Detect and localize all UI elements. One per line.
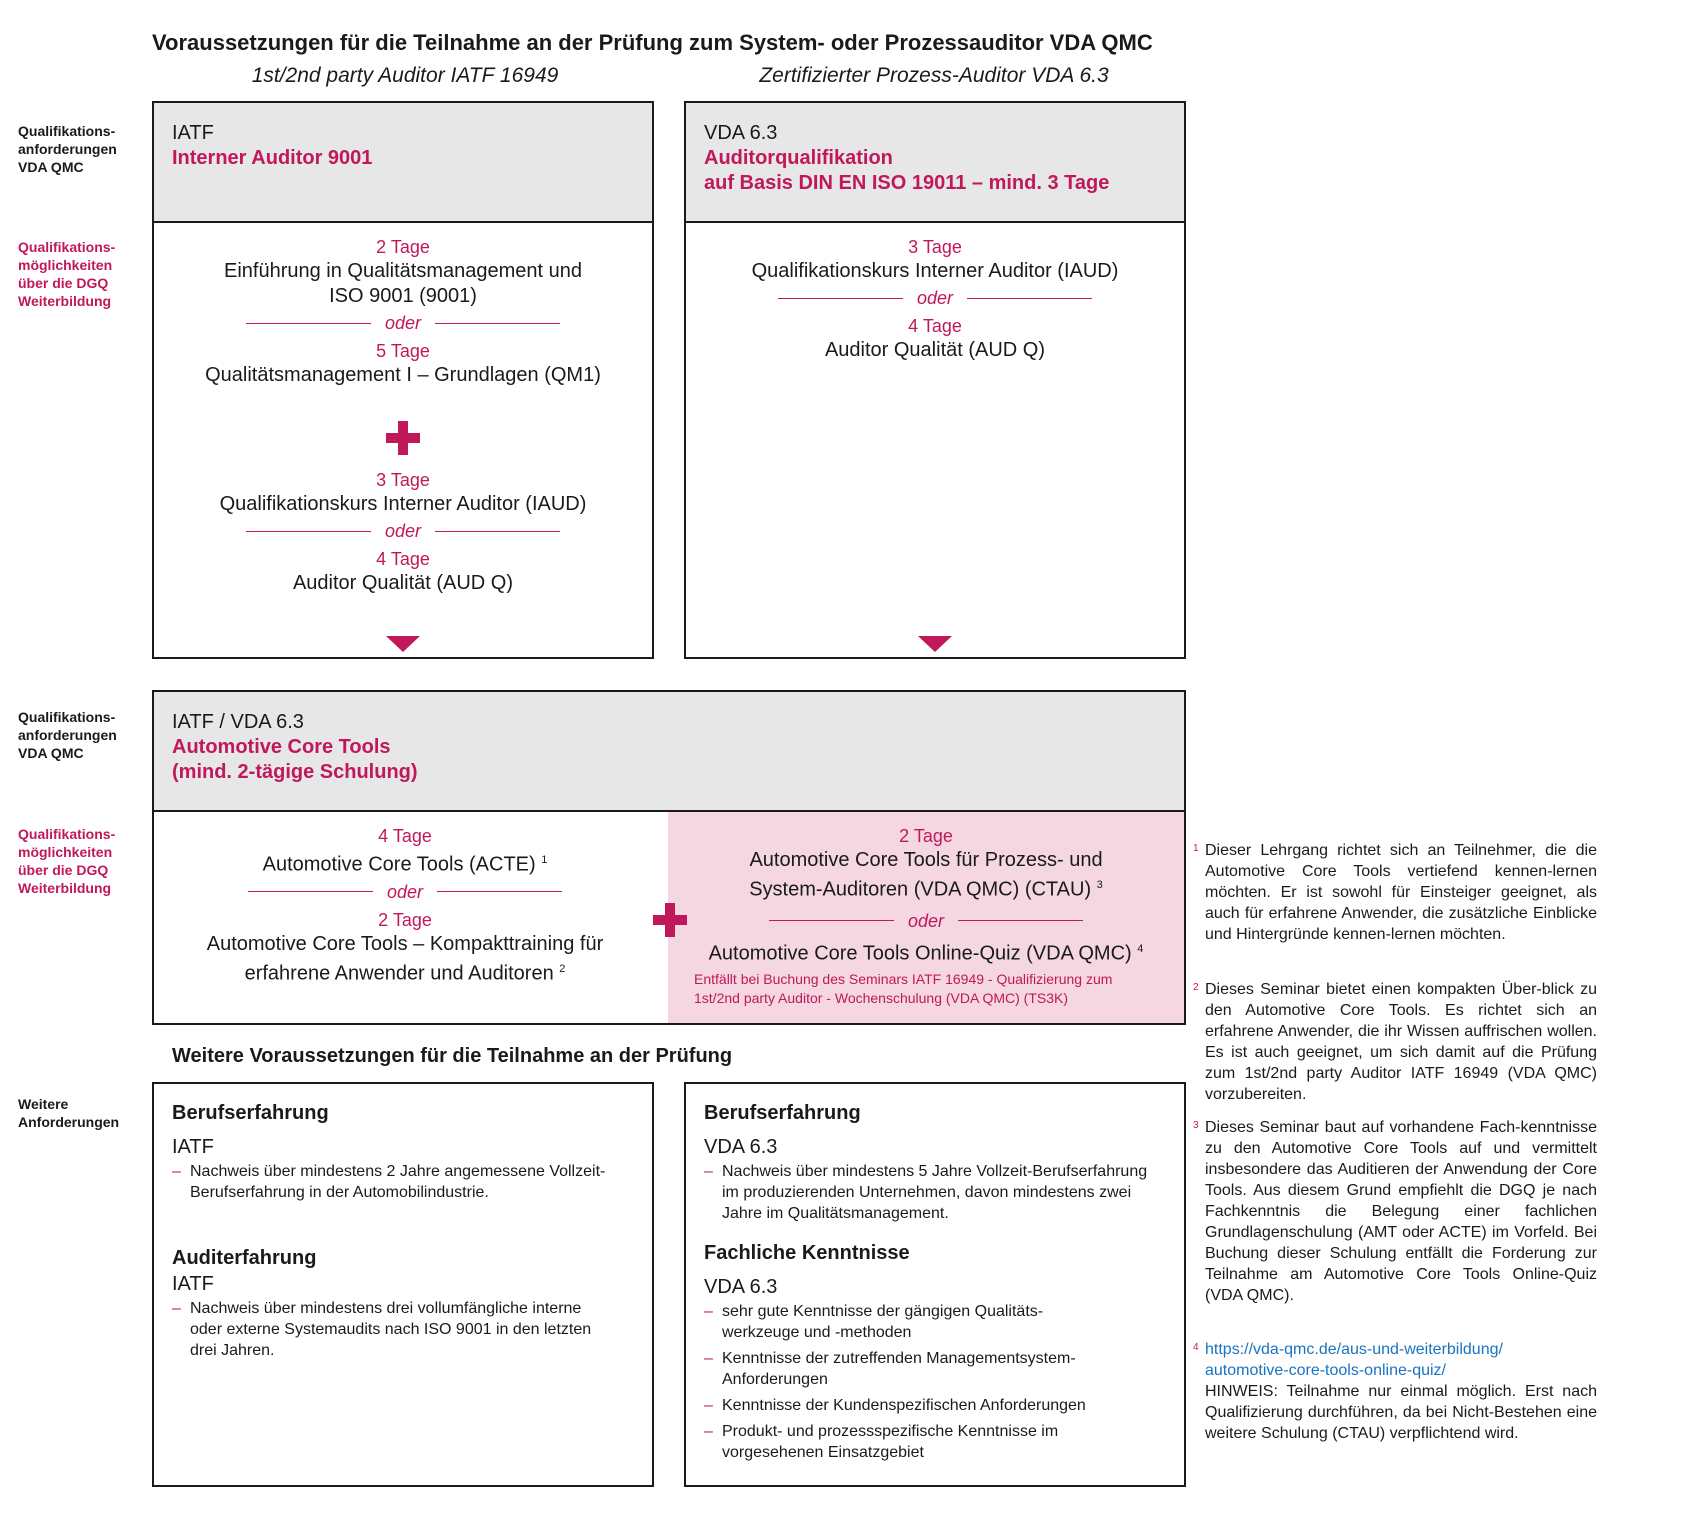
quiz-link[interactable]: https://vda-qmc.de/aus-und-weiterbildung/ automotive-core-tools-online-quiz/ bbox=[1205, 1341, 1503, 1379]
core-left-1-days: 4 Tage bbox=[378, 826, 432, 846]
list-item: – Produkt- und prozessspezifische Kenntnisse im vorgesehenen Einsatzgebiet bbox=[704, 1423, 1059, 1461]
iatf-course-3-days: 3 Tage bbox=[376, 470, 430, 490]
further-right-heading-1: Berufserfahrung bbox=[704, 1102, 861, 1124]
list-item: – sehr gute Kenntnisse der gängigen Qualitäts- werkzeuge und -methoden bbox=[704, 1303, 1044, 1341]
plus-icon bbox=[386, 421, 420, 455]
list-item: – Kenntnisse der Kundenspezifischen Anforderungen bbox=[704, 1397, 1086, 1414]
iatf-box-options bbox=[154, 235, 652, 596]
vda-box-requirement: Auditorqualifikation auf Basis DIN EN ISO 19011 – mind. 3 Tage bbox=[704, 147, 1110, 194]
core-tools-left-options bbox=[154, 824, 656, 986]
further-left-box bbox=[152, 1082, 654, 1487]
footnote-3: 3 Dieses Seminar baut auf vorhandene Fach-kenntnisse zu den Automotive Core Tools auf und vermittelt insbesondere das Auditieren der Anwendung der Core Tools. Aus diesem Grund empfiehlt die DGQ je nach Fachkenntnis die Belegung einer fachlichen Grundlagenschulung (AMT oder ACTE) im Vorfeld. Bei Buchung dieser Schulung entfällt die Forderung zur Teilnahme am Automotive Core Tools Online-Quiz (VDA QMC). bbox=[1193, 1119, 1597, 1304]
oder-label: oder bbox=[384, 521, 422, 541]
iatf-box-pre: IATF bbox=[172, 122, 214, 144]
arrow-down-icon bbox=[386, 636, 420, 652]
further-left-sub-2: IATF bbox=[172, 1273, 214, 1295]
oder-divider bbox=[668, 911, 1184, 931]
oder-label: oder bbox=[907, 910, 945, 931]
iatf-box-header bbox=[154, 103, 652, 223]
side-label-requirements-2: Qualifikations- anforderungen VDA QMC bbox=[18, 709, 117, 761]
oder-label: oder bbox=[386, 881, 424, 902]
iatf-course-1-title: Einführung in Qualitätsmanagement und ISO 9001 (9001) bbox=[223, 260, 582, 307]
list-item: – Kenntnisse der zutreffenden Managementsystem- Anforderungen bbox=[704, 1350, 1076, 1388]
arrow-down-icon bbox=[918, 636, 952, 652]
core-right-1-course-line-1: Automotive Core Tools für Prozess- und bbox=[749, 849, 1103, 871]
vda-course-2-days: 4 Tage bbox=[908, 316, 962, 336]
core-right-1-course-line-2: System-Auditoren (VDA QMC) (CTAU) $^3$ bbox=[749, 878, 1103, 901]
iatf-course-4-days: 4 Tage bbox=[376, 549, 430, 569]
page-title: Voraussetzungen für die Teilnahme an der Prüfung zum System- oder Prozessauditor VDA QMC bbox=[152, 30, 1153, 55]
iatf-box-requirement: Interner Auditor 9001 bbox=[172, 147, 373, 169]
core-tools-header bbox=[154, 692, 1184, 812]
oder-label: oder bbox=[916, 288, 954, 308]
side-label-further: Weitere Anforderungen bbox=[18, 1096, 120, 1130]
iatf-course-2-days: 5 Tage bbox=[376, 341, 430, 361]
vda-box-pre: VDA 6.3 bbox=[704, 122, 778, 144]
footnote-4: 4 https://vda-qmc.de/aus-und-weiterbildung/ automotive-core-tools-online-quiz/ HINWEIS: Teilnahme nur einmal möglich. Erst nach Qualifizierung durchführen, da bei Nicht-Bestehen eine weitere Schulung (CTAU) verpflichtend wird. bbox=[1193, 1341, 1597, 1442]
oder-divider bbox=[154, 521, 652, 541]
iatf-course-2-title: Qualitätsmanagement I – Grundlagen (QM1) bbox=[205, 364, 601, 386]
core-left-1-course: Automotive Core Tools (ACTE) $^1$ bbox=[262, 853, 548, 876]
column-title-iatf: 1st/2nd party Auditor IATF 16949 bbox=[251, 64, 559, 87]
core-right-2-note: Entfällt bei Buchung des Seminars IATF 16949 - Qualifizierung zum 1st/2nd party Auditor - Wochenschulung (VDA QMC) (TS3K) bbox=[694, 971, 1113, 1007]
list-item: – Nachweis über mindestens 5 Jahre Vollzeit-Berufserfahrung im produzierenden Unternehmen, davon mindestens zwei Jahre im Qualitätsmanagement. bbox=[704, 1163, 1148, 1222]
core-left-2-days: 2 Tage bbox=[378, 909, 432, 930]
core-tools-right-options bbox=[668, 824, 1184, 1008]
side-label-requirements-1: Qualifikations- anforderungen VDA QMC bbox=[18, 123, 117, 175]
core-left-2-course-line-2: erfahrene Anwender und Auditoren $^2$ bbox=[244, 962, 566, 985]
iatf-course-1-days: 2 Tage bbox=[376, 237, 430, 257]
side-label-options-2: Qualifikations- möglichkeiten über die DGQ Weiterbildung bbox=[18, 826, 116, 896]
vda-course-1-title: Qualifikationskurs Interner Auditor (IAUD) bbox=[751, 260, 1119, 282]
further-left-sub-1: IATF bbox=[172, 1136, 214, 1158]
further-left-heading-1: Berufserfahrung bbox=[172, 1102, 329, 1124]
footnote-2: 2 Dieses Seminar bietet einen kompakten Über-blick zu den Automotive Core Tools. Es richtet sich an erfahrene Anwender, die ihr Wissen auffrischen wollen. Es ist auch geeignet, um sich damit auf die Prüfung zum 1st/2nd party Auditor IATF 16949 (VDA QMC) vorzubereiten. bbox=[1193, 981, 1597, 1103]
vda-course-1-days: 3 Tage bbox=[908, 237, 962, 257]
vda-box bbox=[684, 101, 1186, 659]
plus-icon bbox=[653, 903, 687, 937]
core-right-1-days: 2 Tage bbox=[899, 826, 953, 846]
further-right-sub-2: VDA 6.3 bbox=[704, 1276, 778, 1298]
list-item: – Nachweis über mindestens drei vollumfängliche interne oder externe Systemaudits nach ISO 9001 in den letzten drei Jahren. bbox=[172, 1300, 592, 1359]
iatf-box bbox=[152, 101, 654, 659]
further-left-heading-2: Auditerfahrung bbox=[172, 1247, 317, 1269]
oder-divider bbox=[686, 288, 1184, 308]
core-tools-box bbox=[152, 690, 1186, 1025]
core-tools-requirement: Automotive Core Tools (mind. 2-tägige Schulung) bbox=[172, 736, 418, 783]
further-right-sub-1: VDA 6.3 bbox=[704, 1136, 778, 1158]
vda-box-header bbox=[686, 103, 1184, 223]
oder-divider bbox=[154, 313, 652, 333]
oder-label: oder bbox=[384, 313, 422, 333]
further-right-box bbox=[684, 1082, 1186, 1487]
vda-box-options bbox=[686, 235, 1184, 363]
core-tools-pre: IATF / VDA 6.3 bbox=[172, 711, 304, 733]
further-requirements-title: Weitere Voraussetzungen für die Teilnahme an der Prüfung bbox=[172, 1045, 733, 1067]
core-right-2-course: Automotive Core Tools Online-Quiz (VDA QMC) $^4$ bbox=[708, 942, 1144, 965]
iatf-course-4-title: Auditor Qualität (AUD Q) bbox=[292, 572, 514, 594]
core-left-2-course-line-1: Automotive Core Tools – Kompakttraining für bbox=[206, 932, 604, 955]
list-item: – Nachweis über mindestens 2 Jahre angemessene Vollzeit- Berufserfahrung in der Automobilindustrie. bbox=[172, 1163, 606, 1201]
column-title-vda: Zertifizierter Prozess-Auditor VDA 6.3 bbox=[759, 64, 1109, 87]
side-label-options-1: Qualifikations- möglichkeiten über die DGQ Weiterbildung bbox=[18, 239, 116, 309]
vda-course-2-title: Auditor Qualität (AUD Q) bbox=[824, 339, 1046, 361]
further-right-heading-2: Fachliche Kenntnisse bbox=[704, 1242, 910, 1264]
footnote-1: 1 Dieser Lehrgang richtet sich an Teilnehmer, die die Automotive Core Tools vertiefend kennen-lernen möchten. Er ist sowohl für Einsteiger geeignet, als auch für erfahrene Anwender, die zusätzliche Einblicke und Hintergründe kennen-lernen möchten. bbox=[1193, 842, 1597, 943]
iatf-course-3-title: Qualifikationskurs Interner Auditor (IAUD) bbox=[219, 493, 587, 515]
oder-divider bbox=[154, 882, 656, 902]
